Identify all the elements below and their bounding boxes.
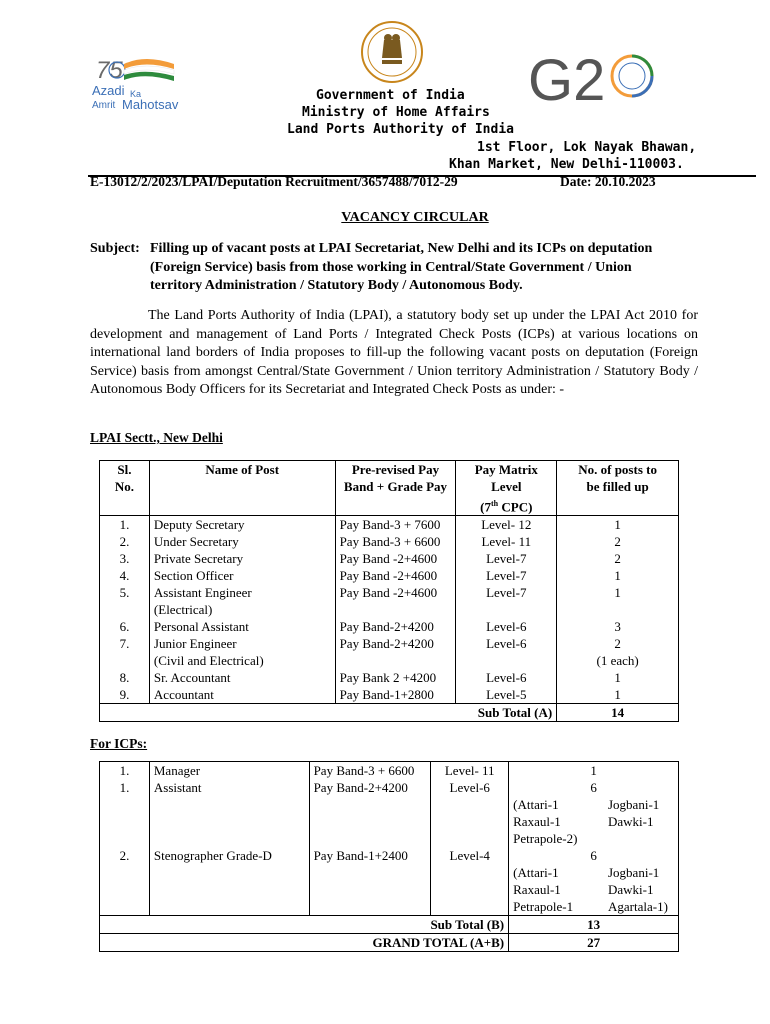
logo-mahotsav-text: Mahotsav: [122, 97, 179, 112]
cell-sl: 4.: [100, 567, 150, 584]
reference-number: E-13012/2/2023/LPAI/Deputation Recruitment/3657488/7012-29: [90, 174, 458, 189]
col-header-posts: No. of posts to be filled up: [557, 461, 679, 516]
subject-line-2: (Foreign Service) basis from those working in Central/State Government / Union: [150, 259, 632, 275]
subject-label: Subject:: [90, 241, 140, 256]
cell-pay-band: Pay Bank 2 +4200: [335, 669, 456, 686]
cell-pay-band: Pay Band -2+4600: [335, 584, 456, 618]
icp-vacancy-table: [99, 761, 679, 952]
logo-ka-text: Ka: [130, 89, 142, 99]
reference-date: Date: 20.10.2023: [560, 174, 656, 189]
cell-post-name: Private Secretary: [149, 550, 335, 567]
header-address-2: Khan Market, New Delhi-110003.: [449, 157, 684, 172]
grand-total-label: GRAND TOTAL (A+B): [100, 934, 509, 952]
table-row: [100, 762, 679, 780]
icp-distribution-line: [513, 796, 674, 813]
cell-post-name: Personal Assistant: [149, 618, 335, 635]
cell-post-name: Sr. Accountant: [149, 669, 335, 686]
table-row: [100, 686, 679, 704]
cell-posts: 2 (1 each): [557, 635, 679, 669]
section-icps-heading: For ICPs:: [90, 736, 148, 751]
col-header-level: Pay Matrix Level (7th CPC): [456, 461, 557, 516]
cell-pay-level: Level-4: [431, 847, 509, 916]
cell-sl: 5.: [100, 584, 150, 618]
table-row: [100, 635, 679, 669]
cell-posts: 2: [557, 550, 679, 567]
cell-posts: 1: [557, 669, 679, 686]
cell-pay-level: Level-6: [456, 618, 557, 635]
cell-posts: 2: [557, 533, 679, 550]
icp-distribution-left: Raxaul-1: [513, 814, 561, 829]
g20-text: G2: [528, 48, 606, 108]
icp-distribution-line: [513, 898, 674, 915]
g20-logo: [528, 46, 668, 108]
cell-posts: 1: [557, 584, 679, 618]
logo-azadi-text: Azadi: [92, 83, 125, 98]
cell-sl: 1.: [100, 779, 150, 847]
subtotal-a-value: 14: [557, 704, 679, 722]
cell-sl: 7.: [100, 635, 150, 669]
cell-posts: [509, 762, 679, 780]
cell-pay-level: Level-7: [456, 584, 557, 618]
cell-pay-band: Pay Band-3 + 6600: [309, 762, 431, 780]
subtotal-a-row: [100, 704, 679, 722]
icp-distribution-right: Jogbani-1: [608, 865, 660, 880]
cell-pay-level: Level-5: [456, 686, 557, 704]
subject-text: [150, 240, 698, 296]
table-row: [100, 669, 679, 686]
header-lpai: Land Ports Authority of India: [287, 122, 514, 137]
cell-posts: 1: [557, 516, 679, 534]
cell-pay-band: Pay Band-1+2800: [335, 686, 456, 704]
table-row: [100, 567, 679, 584]
body-paragraph: The Land Ports Authority of India (LPAI), a statutory body set up under the LPAI Act 2010 for development and management of Land Ports / Integrated Check Posts (ICPs) at various locations on international land borders of India proposes to fill-up the following vacant posts on deputation (Foreign Service) basis from amongst Central/State Government / Union territory Administration / Statutory Body / Autonomous Body Officers for its Secretariat and Integrated Check Posts as under: -: [90, 308, 698, 397]
subject-line-1: Filling up of vacant posts at LPAI Secretariat, New Delhi and its ICPs on deputation: [150, 241, 653, 256]
cell-post-name: Junior Engineer (Civil and Electrical): [149, 635, 335, 669]
cell-sl: 8.: [100, 669, 150, 686]
cell-pay-band: Pay Band-1+2400: [309, 847, 431, 916]
cell-post-name: Assistant: [149, 779, 309, 847]
cell-post-name: Stenographer Grade-D: [149, 847, 309, 916]
cell-pay-band: Pay Band-2+4200: [335, 618, 456, 635]
posts-count: 6: [590, 848, 597, 863]
icp-distribution-left: (Attari-1: [513, 865, 559, 880]
col-header-name: Name of Post: [149, 461, 335, 516]
cell-pay-level: Level-6: [456, 669, 557, 686]
icp-distribution-left: Petrapole-1: [513, 899, 574, 914]
icp-distribution-line: [513, 864, 674, 881]
cell-pay-level: Level- 11: [431, 762, 509, 780]
table-header-row: [100, 461, 679, 516]
subtotal-a-label: Sub Total (A): [100, 704, 557, 722]
cell-sl: 1.: [100, 762, 150, 780]
cell-pay-band: Pay Band -2+4600: [335, 567, 456, 584]
cell-pay-band: Pay Band-2+4200: [335, 635, 456, 669]
subtotal-b-label: Sub Total (B): [100, 916, 509, 934]
table-row: [100, 550, 679, 567]
icp-distribution-left: Raxaul-1: [513, 882, 561, 897]
col-header-sl: Sl. No.: [100, 461, 150, 516]
icp-distribution-left: (Attari-1: [513, 797, 559, 812]
cell-sl: 9.: [100, 686, 150, 704]
cell-posts: [509, 847, 679, 916]
table-row: [100, 533, 679, 550]
header-address-1: 1st Floor, Lok Nayak Bhawan,: [477, 140, 697, 155]
government-emblem-seal: [360, 18, 424, 88]
icp-distribution-right: [608, 830, 674, 847]
cell-pay-level: Level-6: [456, 635, 557, 669]
cell-posts: 1: [557, 686, 679, 704]
cell-posts: 1: [557, 567, 679, 584]
cell-post-name: Assistant Engineer (Electrical): [149, 584, 335, 618]
secretariat-vacancy-table: [99, 460, 679, 722]
cell-pay-level: Level- 12: [456, 516, 557, 534]
subtotal-b-row: [100, 916, 679, 934]
cell-sl: 2.: [100, 847, 150, 916]
icp-distribution-right: Dawki-1: [608, 814, 654, 829]
table-row: [100, 618, 679, 635]
cell-post-name: Deputy Secretary: [149, 516, 335, 534]
icp-distribution-line: [513, 813, 674, 830]
table-row: [100, 516, 679, 534]
posts-count: 1: [590, 763, 597, 778]
table-row: [100, 584, 679, 618]
cell-post-name: Section Officer: [149, 567, 335, 584]
cell-posts: [509, 779, 679, 847]
icp-distribution-right: Agartala-1): [608, 899, 668, 914]
logo-number: 75: [96, 57, 123, 84]
icp-distribution-line: [513, 830, 674, 847]
cell-pay-band: Pay Band-3 + 6600: [335, 533, 456, 550]
cell-sl: 2.: [100, 533, 150, 550]
header-government: Government of India: [316, 88, 465, 103]
header-ministry: Ministry of Home Affairs: [302, 105, 490, 120]
azadi-ka-amrit-mahotsav-logo: [90, 50, 200, 112]
subject-line-3: territory Administration / Statutory Body / Autonomous Body.: [150, 278, 523, 293]
cell-pay-band: Pay Band-3 + 7600: [335, 516, 456, 534]
subtotal-b-value: 13: [509, 916, 679, 934]
cell-post-name: Accountant: [149, 686, 335, 704]
cell-posts: 3: [557, 618, 679, 635]
posts-count: 6: [590, 780, 597, 795]
table-row: [100, 847, 679, 916]
cell-post-name: Under Secretary: [149, 533, 335, 550]
icp-distribution-right: Dawki-1: [608, 882, 654, 897]
cell-pay-level: Level-6: [431, 779, 509, 847]
cell-pay-band: Pay Band-2+4200: [309, 779, 431, 847]
cell-pay-level: Level- 11: [456, 533, 557, 550]
page-title: VACANCY CIRCULAR: [341, 210, 489, 225]
cell-pay-band: Pay Band -2+4600: [335, 550, 456, 567]
icp-distribution-line: [513, 881, 674, 898]
cell-sl: 3.: [100, 550, 150, 567]
cell-pay-level: Level-7: [456, 550, 557, 567]
cell-pay-level: Level-7: [456, 567, 557, 584]
grand-total-row: [100, 934, 679, 952]
cell-sl: 6.: [100, 618, 150, 635]
grand-total-value: 27: [509, 934, 679, 952]
icp-distribution-left: Petrapole-2): [513, 831, 578, 846]
col-header-band: Pre-revised Pay Band + Grade Pay: [335, 461, 456, 516]
logo-amrit-text: Amrit: [92, 100, 116, 111]
section-secretariat-heading: LPAI Sectt., New Delhi: [90, 430, 223, 445]
icp-distribution-right: Jogbani-1: [608, 797, 660, 812]
cell-post-name: Manager: [149, 762, 309, 780]
table-row: [100, 779, 679, 847]
cell-sl: 1.: [100, 516, 150, 534]
